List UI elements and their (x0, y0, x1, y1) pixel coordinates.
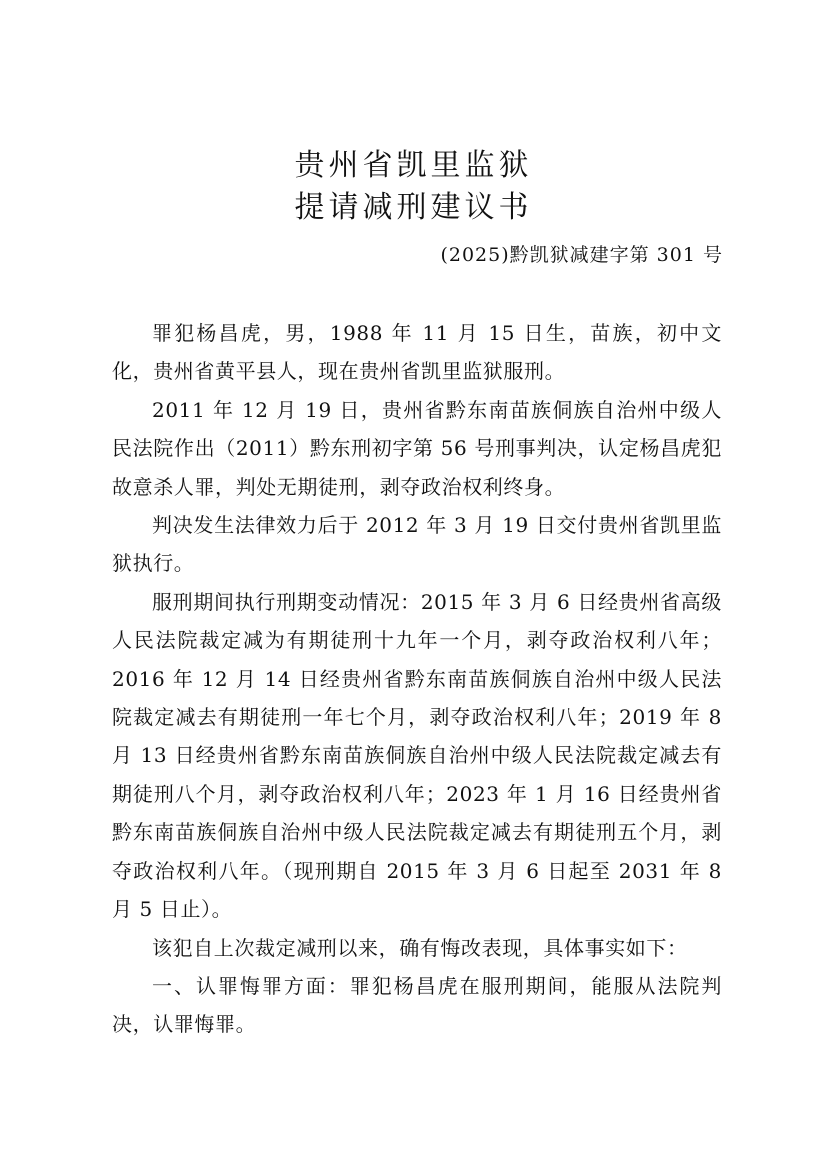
document-number: (2025)黔凯狱减建字第 301 号 (440, 244, 723, 266)
paragraph-sentence-changes: 服刑期间执行刑期变动情况：2015 年 3 月 6 日经贵州省高级人民法院裁定减为有期徒刑十九年一个月，剥夺政治权利八年；2016 年 12 月 14 日经贵州省黔东南苗族侗族自治州中级人民法院裁定减去有期徒刑一年七个月，剥夺政治权利八年；2019 年 8 月 13 日经贵州省黔东南苗族侗族自治州中级人民法院裁定减去有期徒刑八个月，剥夺政治权利八年；2023 年 1 月 16 日经贵州省黔东南苗族侗族自治州中级人民法院裁定减去有期徒刑五个月，剥夺政治权利八年。（现刑期自 2015 年 3 月 6 日起至 2031 年 8 月 5 日止）。 (112, 589, 722, 922)
paragraph-delivery: 判决发生法律效力后于 2012 年 3 月 19 日交付贵州省凯里监狱执行。 (112, 513, 722, 576)
document-title-line2: 提请减刑建议书 (294, 190, 533, 225)
paragraph-repentance-intro: 该犯自上次裁定减刑以来，确有悔改表现，具体事实如下： (152, 935, 688, 960)
paragraph-repentance-point-1: 一、认罪悔罪方面：罪犯杨昌虎在服刑期间，能服从法院判决，认罪悔罪。 (112, 973, 722, 1037)
paragraph-criminal-info: 罪犯杨昌虎，男，1988 年 11 月 15 日生，苗族，初中文化，贵州省黄平县人，现在贵州省凯里监狱服刑。 (112, 321, 722, 384)
paragraph-original-judgment: 2011 年 12 月 19 日，贵州省黔东南苗族侗族自治州中级人民法院作出（2011）黔东刑初字第 56 号刑事判决，认定杨昌虎犯故意杀人罪，判处无期徒刑，剥夺政治权利终身。 (112, 397, 722, 499)
document-body (112, 314, 722, 1044)
document-title-line1: 贵州省凯里监狱 (294, 148, 533, 183)
